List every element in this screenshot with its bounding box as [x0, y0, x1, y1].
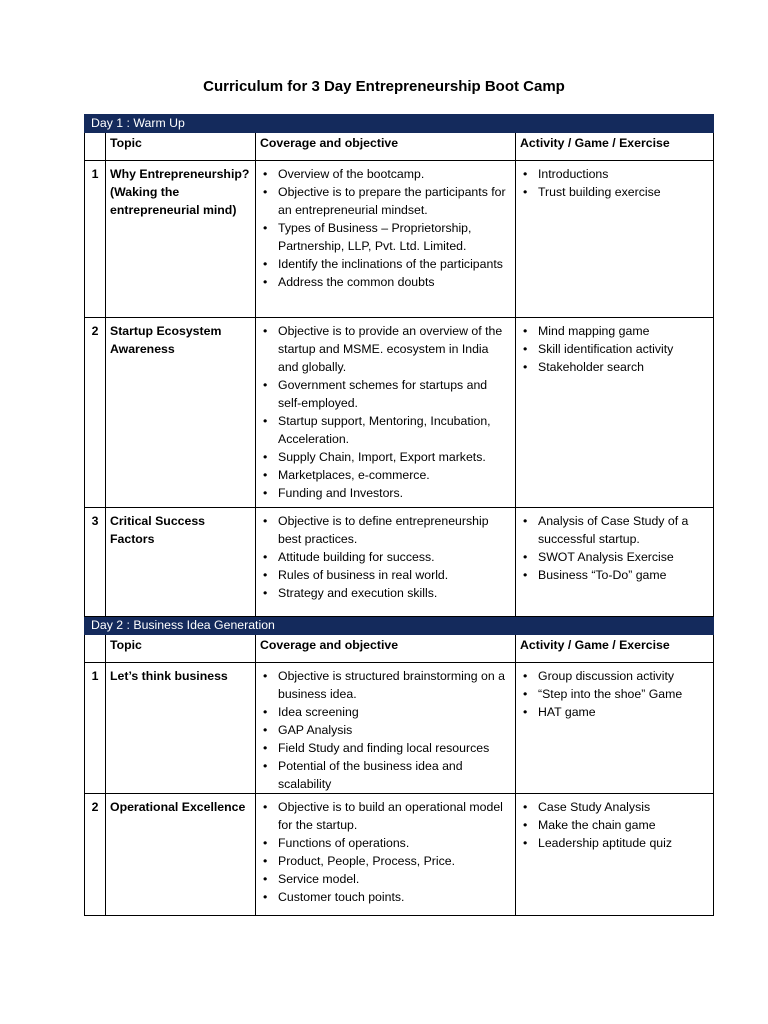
coverage-item: • Service model.: [278, 870, 511, 888]
row-activity: [516, 508, 714, 617]
coverage-item: • Government schemes for startups and self-employed.: [278, 376, 511, 412]
row-number: 1: [85, 663, 106, 794]
row-activity: [516, 318, 714, 508]
table-row: [85, 794, 714, 916]
row-activity: [516, 794, 714, 916]
activity-item: • Case Study Analysis: [538, 798, 709, 816]
coverage-item: • Marketplaces, e-commerce.: [278, 466, 511, 484]
document-title: Curriculum for 3 Day Entrepreneurship Boot Camp: [203, 78, 565, 95]
header-activity: Activity / Game / Exercise: [516, 133, 714, 161]
table-row: [85, 508, 714, 617]
row-activity: [516, 161, 714, 318]
day-label: Day 2 : Business Idea Generation: [85, 617, 714, 635]
row-number: 1: [85, 161, 106, 318]
activity-item: • Analysis of Case Study of a successful startup.: [538, 512, 709, 548]
coverage-item: • Startup support, Mentoring, Incubation, Acceleration.: [278, 412, 511, 448]
row-activity: [516, 663, 714, 794]
row-coverage: [256, 161, 516, 318]
row-number: 2: [85, 794, 106, 916]
row-topic: Let’s think business: [106, 663, 256, 794]
coverage-item: • Supply Chain, Import, Export markets.: [278, 448, 511, 466]
row-coverage: [256, 508, 516, 617]
coverage-item: • Potential of the business idea and scalability: [278, 757, 511, 793]
header-coverage: Coverage and objective: [256, 133, 516, 161]
coverage-item: • Objective is to build an operational model for the startup.: [278, 798, 511, 834]
row-topic: Critical Success Factors: [106, 508, 256, 617]
coverage-item: • Idea screening: [278, 703, 511, 721]
table-row: [85, 161, 714, 318]
coverage-item: • Address the common doubts: [278, 273, 511, 291]
activity-item: • Stakeholder search: [538, 358, 709, 376]
activity-item: • Make the chain game: [538, 816, 709, 834]
header-topic: Topic: [106, 133, 256, 161]
curriculum-table: [84, 114, 714, 916]
header-num: [85, 133, 106, 161]
row-coverage: [256, 318, 516, 508]
row-coverage: [256, 794, 516, 916]
day-label: Day 1 : Warm Up: [85, 115, 714, 133]
activity-item: • Introductions: [538, 165, 709, 183]
row-topic: Startup Ecosystem Awareness: [106, 318, 256, 508]
coverage-item: • GAP Analysis: [278, 721, 511, 739]
activity-item: • Skill identification activity: [538, 340, 709, 358]
coverage-item: • Objective is to prepare the participants for an entrepreneurial mindset.: [278, 183, 511, 219]
coverage-item: • Functions of operations.: [278, 834, 511, 852]
coverage-item: • Funding and Investors.: [278, 484, 511, 502]
activity-item: • Mind mapping game: [538, 322, 709, 340]
header-coverage: Coverage and objective: [256, 635, 516, 663]
row-coverage: [256, 663, 516, 794]
header-activity: Activity / Game / Exercise: [516, 635, 714, 663]
activity-item: • Group discussion activity: [538, 667, 709, 685]
coverage-item: • Attitude building for success.: [278, 548, 511, 566]
header-num: [85, 635, 106, 663]
activity-item: • SWOT Analysis Exercise: [538, 548, 709, 566]
coverage-item: • Types of Business – Proprietorship, Partnership, LLP, Pvt. Ltd. Limited.: [278, 219, 511, 255]
coverage-item: • Overview of the bootcamp.: [278, 165, 511, 183]
activity-item: • Trust building exercise: [538, 183, 709, 201]
table-row: [85, 663, 714, 794]
row-number: 3: [85, 508, 106, 617]
activity-item: • “Step into the shoe” Game: [538, 685, 709, 703]
activity-item: • Business “To-Do” game: [538, 566, 709, 584]
coverage-item: • Objective is to define entrepreneurship best practices.: [278, 512, 511, 548]
activity-item: • HAT game: [538, 703, 709, 721]
coverage-item: • Rules of business in real world.: [278, 566, 511, 584]
coverage-item: • Field Study and finding local resources: [278, 739, 511, 757]
table-row: [85, 318, 714, 508]
row-number: 2: [85, 318, 106, 508]
coverage-item: • Identify the inclinations of the participants: [278, 255, 511, 273]
activity-item: • Leadership aptitude quiz: [538, 834, 709, 852]
column-header-row: [85, 133, 714, 161]
coverage-item: • Product, People, Process, Price.: [278, 852, 511, 870]
column-header-row: [85, 635, 714, 663]
row-topic: Why Entrepreneurship? (Waking the entrepreneurial mind): [106, 161, 256, 318]
day-header-row: [85, 115, 714, 133]
day-header-row: [85, 617, 714, 635]
header-topic: Topic: [106, 635, 256, 663]
coverage-item: • Customer touch points.: [278, 888, 511, 906]
row-topic: Operational Excellence: [106, 794, 256, 916]
coverage-item: • Objective is structured brainstorming on a business idea.: [278, 667, 511, 703]
coverage-item: • Strategy and execution skills.: [278, 584, 511, 602]
coverage-item: • Objective is to provide an overview of the startup and MSME. ecosystem in India and globally.: [278, 322, 511, 376]
